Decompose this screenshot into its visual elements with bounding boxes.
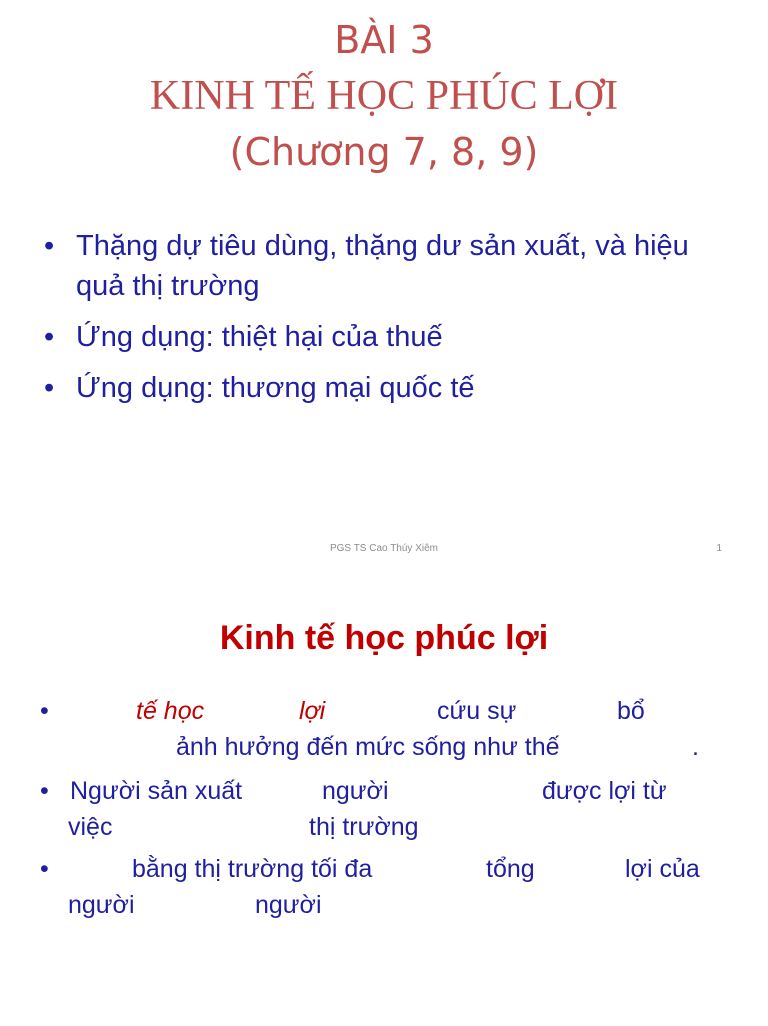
bullet-text-fragment: người bbox=[255, 891, 322, 919]
bullet-text-fragment: được lợi từ bbox=[542, 777, 667, 805]
bullet-list bbox=[42, 226, 742, 419]
bullet-marker: • bbox=[40, 697, 49, 725]
bullet-text-fragment: việc bbox=[68, 813, 113, 841]
bullet-text-fragment: lợi bbox=[299, 697, 326, 725]
bullet-text-fragment: cứu sự bbox=[437, 697, 517, 725]
bullet-text-fragment: tế học bbox=[136, 697, 205, 725]
page-number: 1 bbox=[716, 543, 722, 554]
bullet-text-fragment: thị trường bbox=[309, 813, 419, 841]
bullet-marker: • bbox=[44, 321, 55, 353]
bullet-marker: • bbox=[44, 372, 55, 404]
bullet-marker: • bbox=[40, 855, 49, 883]
bullet-text-fragment: người bbox=[68, 891, 135, 919]
slide-title-line-2: KINH TẾ HỌC PHÚC LỢI bbox=[149, 73, 619, 119]
slide-heading: Kinh tế học phúc lợi bbox=[219, 619, 549, 657]
bullet-text: Thặng dự tiêu dùng, thặng dư sản xuất, và hiệu quả thị trường bbox=[76, 230, 689, 302]
slide-footer: PGS TS Cao Thúy Xiêm bbox=[329, 543, 438, 554]
bullet-marker: • bbox=[44, 230, 55, 262]
slide-title-line-3: (Chương 7, 8, 9) bbox=[229, 130, 539, 174]
bullet-text-fragment: bằng thị trường tối đa bbox=[132, 855, 373, 883]
list-item bbox=[42, 317, 742, 357]
list-item bbox=[42, 368, 742, 408]
bullet-text-fragment: Người sản xuất bbox=[70, 777, 243, 805]
bullet-text-fragment: người bbox=[322, 777, 389, 805]
bullet-text-fragment: ảnh hưởng đến mức sống như thế bbox=[176, 733, 560, 761]
bullet-text: Ứng dụng: thương mại quốc tế bbox=[76, 372, 475, 404]
list-item bbox=[42, 226, 742, 306]
slide-title-line-1: BÀI 3 bbox=[334, 18, 434, 62]
bullet-text-fragment: tổng bbox=[486, 855, 535, 883]
bullet-marker: • bbox=[40, 777, 49, 805]
bullet-text-fragment: bổ bbox=[617, 697, 645, 725]
bullet-text-fragment: . bbox=[692, 733, 699, 761]
bullet-list bbox=[0, 696, 768, 1026]
bullet-text: Ứng dụng: thiệt hại của thuế bbox=[76, 321, 443, 353]
slide-2 bbox=[0, 576, 768, 1024]
bullet-text-fragment: lợi của bbox=[625, 855, 700, 883]
